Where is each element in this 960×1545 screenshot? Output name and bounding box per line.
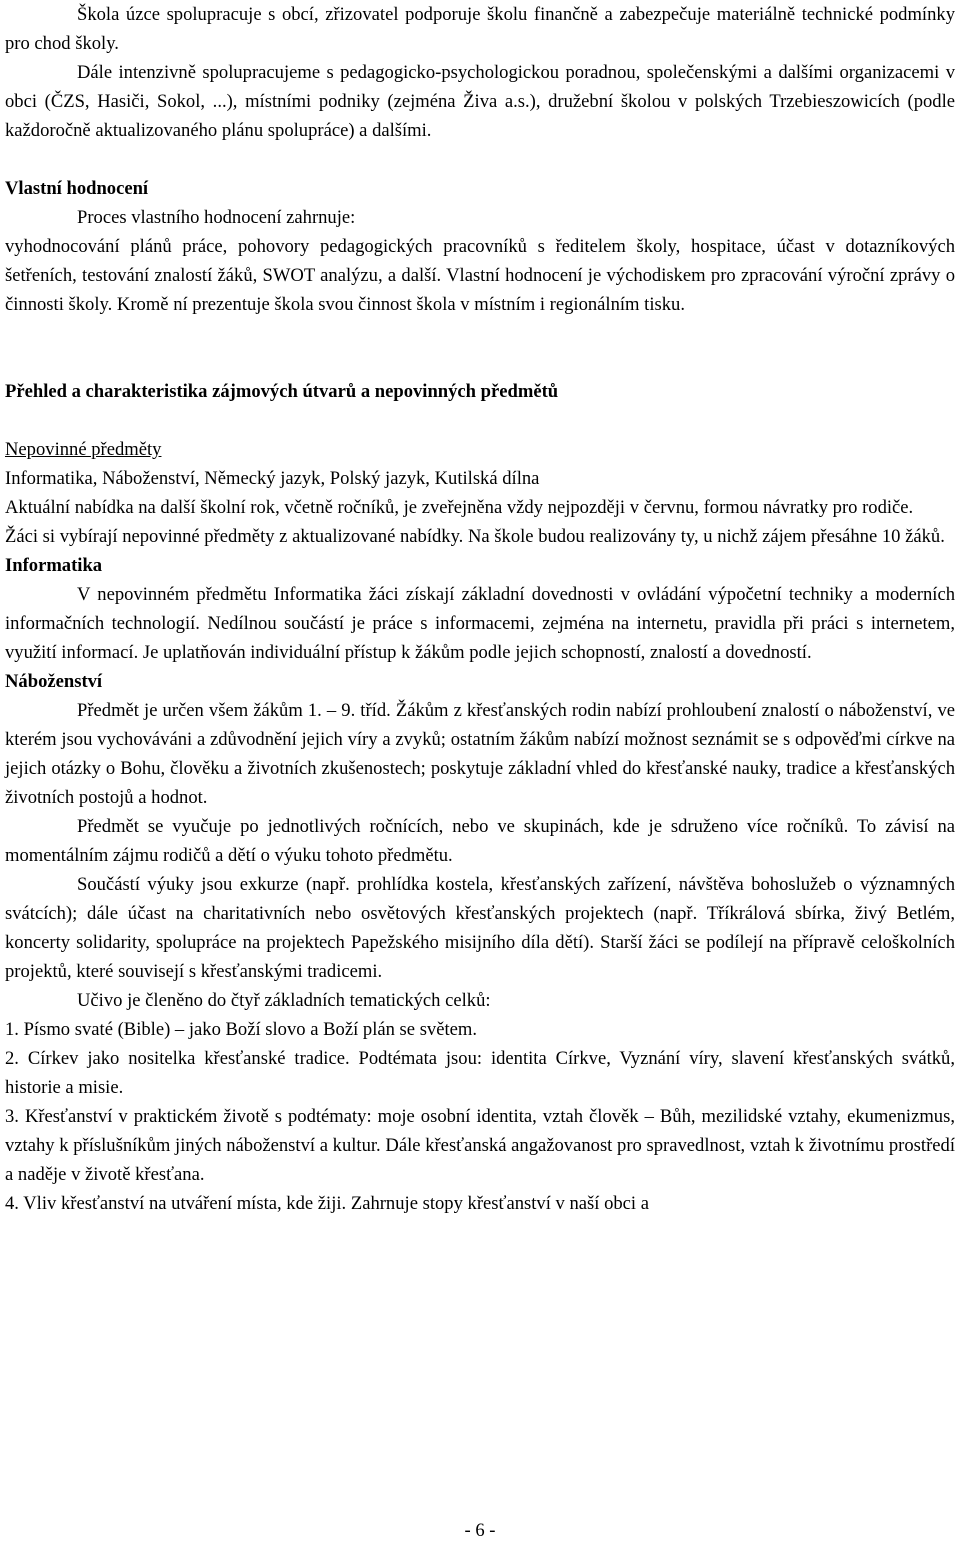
religion-paragraph-3: Součástí výuky jsou exkurze (např. prohlídka kostela, křesťanských zařízení, návštěva bohoslužeb o významných svátcích); dále účast na charitativních nebo osvětových křesťanských projektech (např. Tříkrálová sbírka, živý Betlém, koncerty solidarity, spolupráce na projektech Papežského misijního díla dětí). Starší žáci se podílejí na přípravě celoškolních projektů, které souvisejí s křesťanskými tradicemi. [5,874,955,982]
list-item: 4. Vliv křesťanství na utváření místa, kde žiji. Zahrnuje stopy křesťanství v naší obci a [5,1193,649,1214]
page-content [5,0,955,1218]
religion-paragraph-2: Předmět se vyučuje po jednotlivých ročnících, nebo ve skupinách, kde je sdruženo více ročníků. To závisí na momentálním zájmu rodičů a dětí o výuku tohoto předmětu. [5,816,955,866]
spacer [5,319,955,377]
self-eval-heading: Vlastní hodnocení [5,178,149,199]
spacer [5,406,955,435]
page-number: - 6 - [464,1520,496,1541]
religion-paragraph-4: Učivo je členěno do čtyř základních tematických celků: [77,990,491,1011]
list-item: 2. Církev jako nositelka křesťanské tradice. Podtémata jsou: identita Církve, Vyznání víry, slavení křesťanských svátků, historie a misie. [5,1048,955,1098]
optional-subjects-list: Informatika, Náboženství, Německý jazyk, Polský jazyk, Kutilská dílna [5,468,540,489]
overview-paragraph-2: Žáci si vybírají nepovinné předměty z aktualizované nabídky. Na škole budou realizovány ty, u nichž zájem přesáhne 10 žáků. [5,526,945,547]
list-item: 1. Písmo svaté (Bible) – jako Boží slovo a Boží plán se světem. [5,1019,478,1040]
list-item: 3. Křesťanství v praktickém životě s podtématy: moje osobní identita, vztah člověk – Bůh, mezilidské vztahy, ekumenizmus, vztahy k příslušníkům jiných náboženství a kultur. Dále křesťanská angažovanost pro spravedlnost, vztah k životnímu prostředí a naděje v životě křesťana. [5,1106,955,1185]
religion-heading: Náboženství [5,671,103,692]
self-eval-intro: Proces vlastního hodnocení zahrnuje: [77,207,356,228]
intro-paragraph-1: Škola úzce spolupracuje s obcí, zřizovatel podporuje školu finančně a zabezpečuje materiálně technické podmínky pro chod školy. [5,4,955,54]
overview-heading: Přehled a charakteristika zájmových útvarů a nepovinných předmětů [5,381,559,402]
optional-subjects-subheading: Nepovinné předměty [5,439,162,460]
informatics-heading: Informatika [5,555,103,576]
informatics-body: V nepovinném předmětu Informatika žáci získají základní dovednosti v ovládání výpočetní techniky a moderních informačních technologií. Nedílnou součástí je práce s informacemi, zejména na internetu, pravidla při práci s internetem, využití informací. Je uplatňován individuální přístup k žákům podle jejich schopností, znalostí a dovedností. [5,584,955,663]
spacer [5,145,955,174]
religion-paragraph-1: Předmět je určen všem žákům 1. – 9. tříd. Žákům z křesťanských rodin nabízí prohloubení znalostí o náboženství, ve kterém jsou vychováváni a zdůvodnění jejich víry a zvyků; ostatním žákům nabízí možnost seznámit se s odpověďmi církve na jejich otázky o Bohu, člověku a životních zkušenostech; poskytuje základní vhled do křesťanské nauky, tradice a křesťanských životních postojů a hodnot. [5,700,955,808]
self-eval-body: vyhodnocování plánů práce, pohovory pedagogických pracovníků s ředitelem školy, hospitace, účast v dotazníkových šetřeních, testování znalostí žáků, SWOT analýzu, a další. Vlastní hodnocení je východiskem pro zpracování výroční zprávy o činnosti školy. Kromě ní prezentuje škola svou činnost škola v místním i regionálním tisku. [5,236,955,315]
intro-paragraph-2: Dále intenzivně spolupracujeme s pedagogicko-psychologickou poradnou, společenskými a dalšími organizacemi v obci (ČZS, Hasiči, Sokol, ...), místními podniky (zejména Živa a.s.), družební školou v polských Trzebieszowicích (podle každoročně aktualizovaného plánu spolupráce) a dalšími. [5,62,955,141]
overview-paragraph-1: Aktuální nabídka na další školní rok, včetně ročníků, je zveřejněna vždy nejpozději v červnu, formou návratky pro rodiče. [5,497,914,518]
